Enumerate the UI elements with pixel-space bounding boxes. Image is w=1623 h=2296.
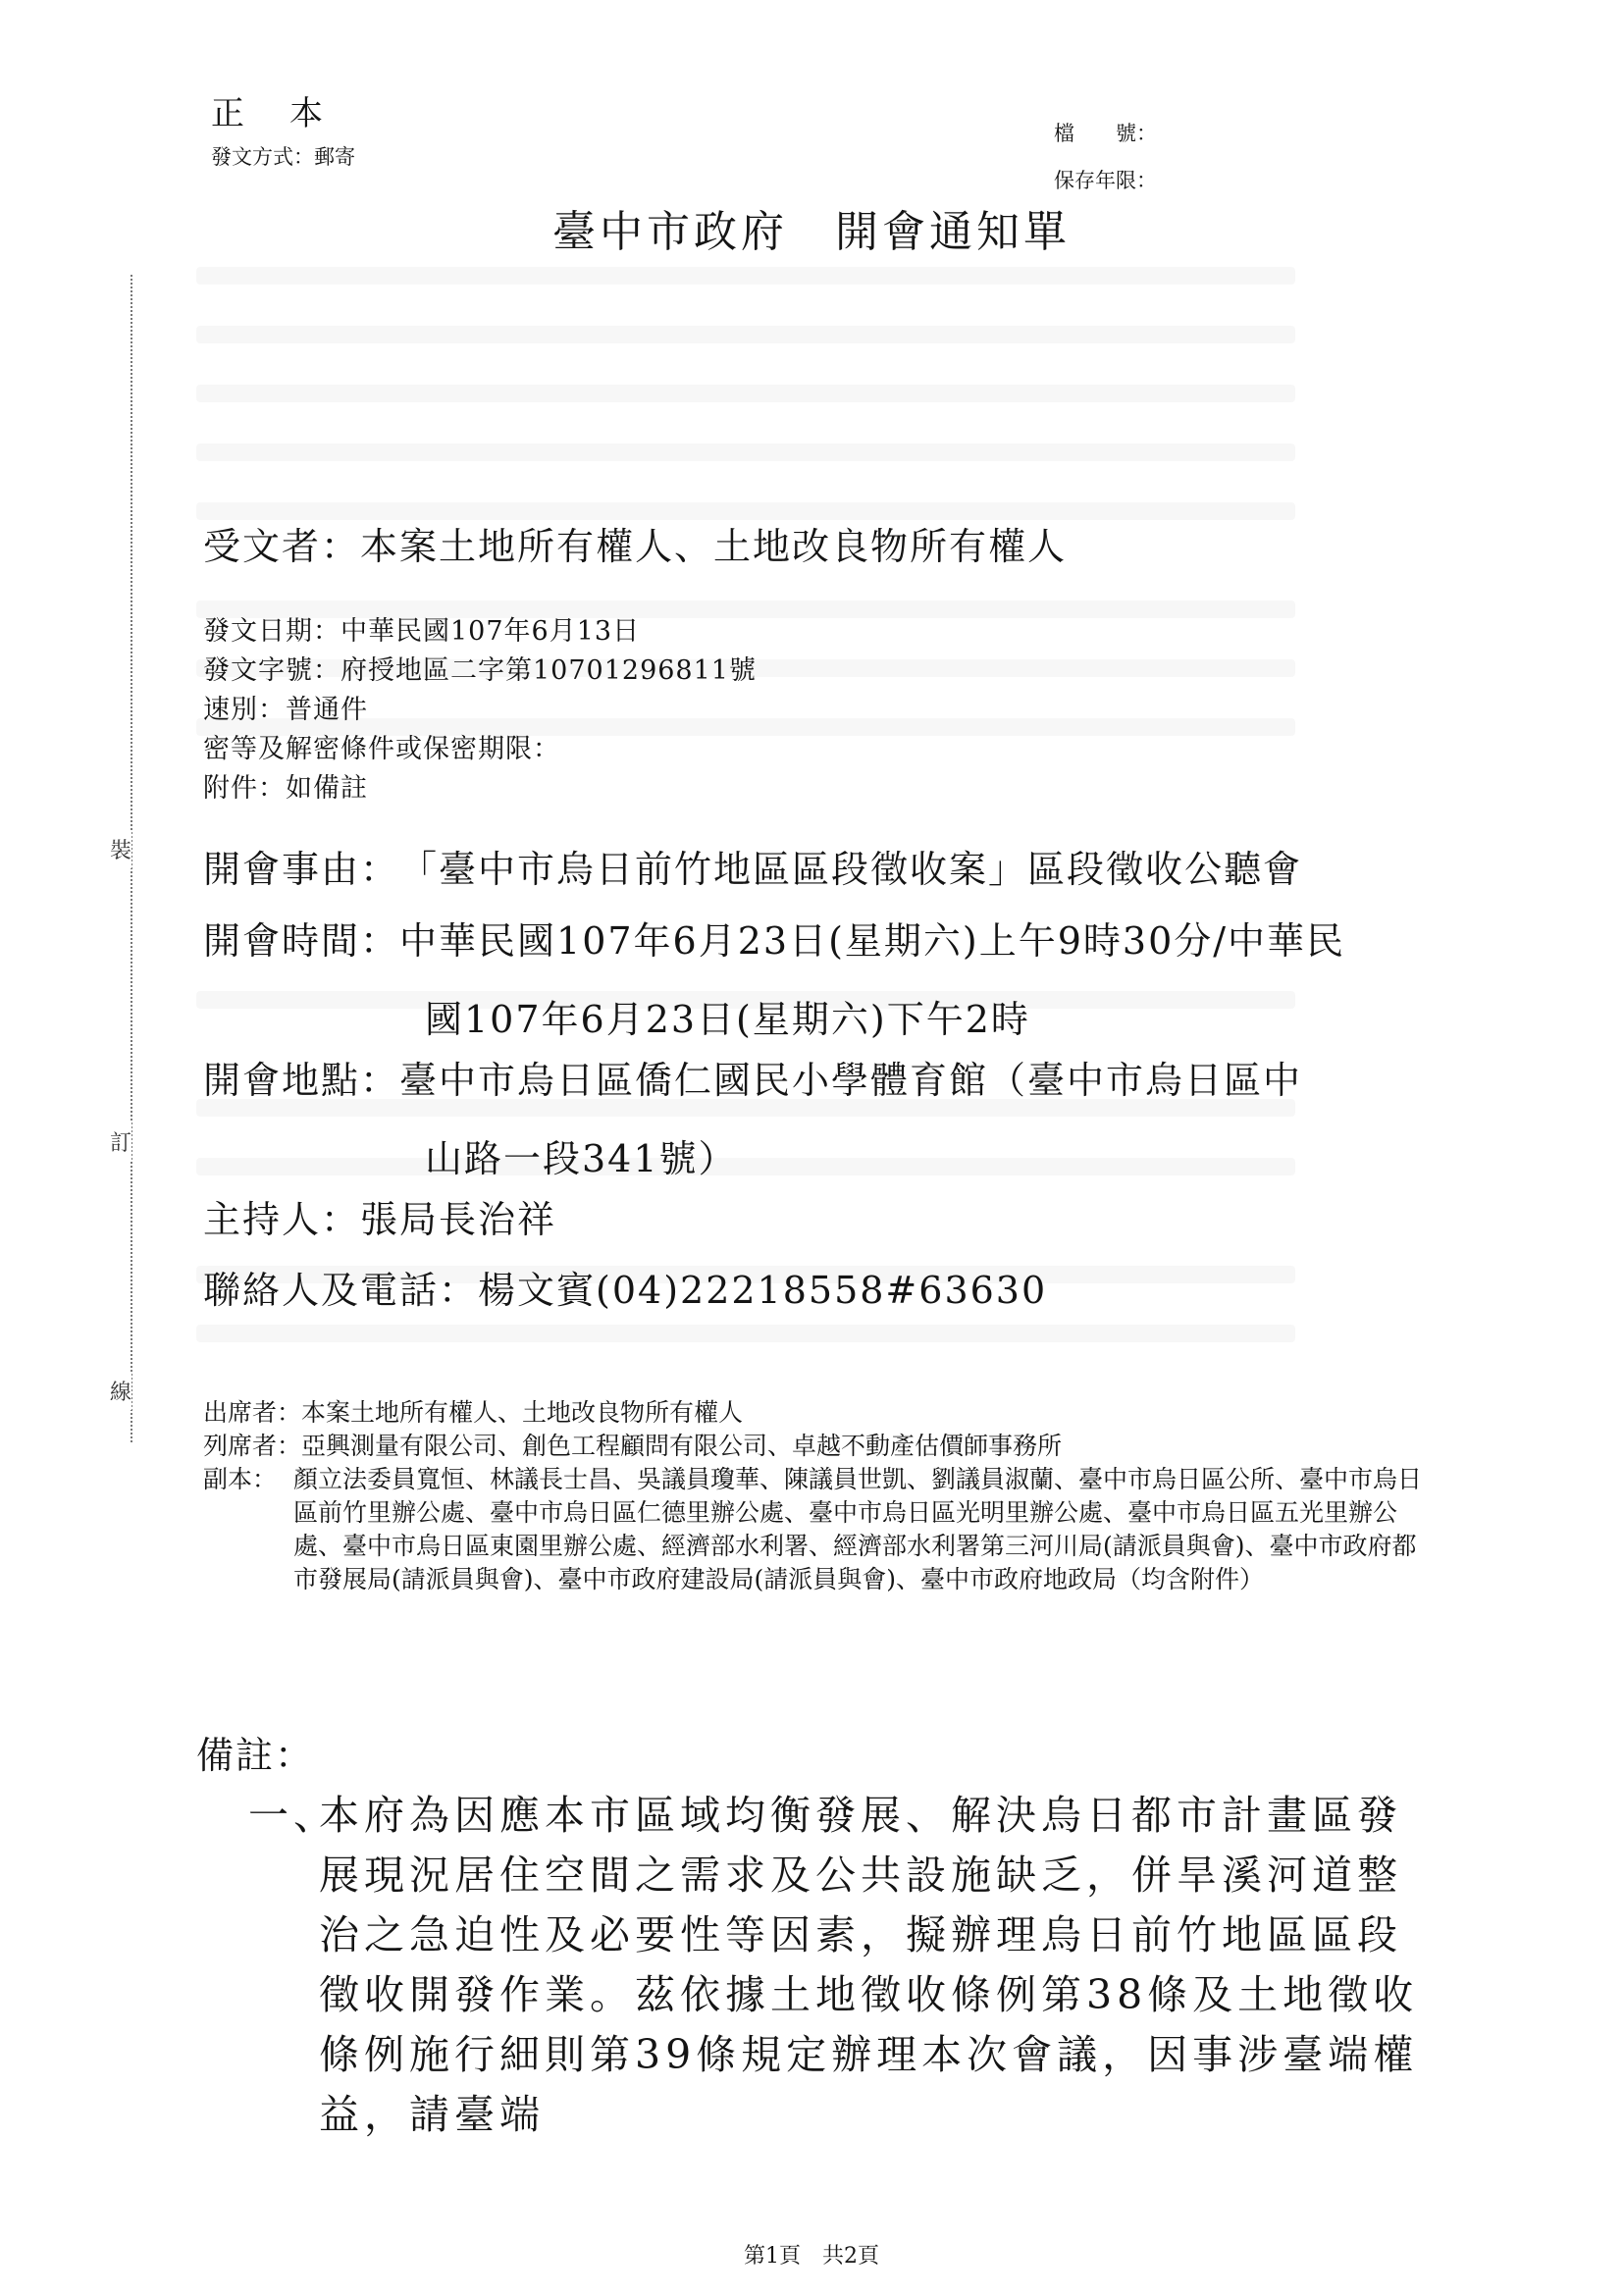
observers-label: 列席者： bbox=[203, 1432, 302, 1460]
attachments: 附件：如備註 bbox=[203, 773, 368, 804]
meeting-time bbox=[203, 911, 1345, 971]
recipient-line bbox=[203, 516, 1067, 570]
binding-mark-middle: 訂 bbox=[110, 1122, 131, 1161]
present-label: 出席者： bbox=[203, 1398, 302, 1427]
distribution-list bbox=[203, 1396, 1440, 1596]
meeting-host-label: 主持人： bbox=[203, 1198, 361, 1241]
binding-mark-bottom: 線 bbox=[110, 1372, 131, 1410]
retention-label: 保存年限： bbox=[1054, 169, 1157, 192]
observers-value: 亞興測量有限公司、創色工程顧問有限公司、卓越不動產估價師事務所 bbox=[301, 1432, 1063, 1460]
cc-value: 顏立法委員寬恒、林議長士昌、吳議員瓊華、陳議員世凱、劉議員淑蘭、臺中市烏日區公所、臺中市烏日區前竹里辦公處、臺中市烏日區仁德里辦公處、臺中市烏日區光明里辦公處、臺中市烏日區五光里辦公處、臺中市烏日區東園里辦公處、經濟部水利署、經濟部水利署第三河川局(請派員與會)、臺中市政府都市發展局(請派員與會)、臺中市政府建設局(請派員與會)、臺中市政府地政局（均含附件） bbox=[293, 1465, 1423, 1593]
document-type: 開會通知單 bbox=[835, 207, 1071, 257]
note-item bbox=[248, 1786, 1445, 2145]
secrecy-level: 密等及解密條件或保密期限： bbox=[203, 734, 560, 764]
cc-label: 副本： bbox=[203, 1465, 278, 1493]
recipient-label: 受文者： bbox=[203, 525, 361, 568]
meeting-reason bbox=[203, 839, 1302, 900]
page-number: 第1頁 共2頁 bbox=[744, 2244, 879, 2269]
delivery-method: 發文方式：郵寄 bbox=[211, 145, 355, 169]
document-number: 發文字號：府授地區二字第10701296811號 bbox=[203, 655, 757, 686]
agency-name: 臺中市政府 bbox=[552, 207, 788, 257]
meeting-place-label: 開會地點： bbox=[203, 1059, 400, 1102]
meeting-reason-label: 開會事由： bbox=[203, 848, 400, 891]
binding-mark-top: 裝 bbox=[110, 830, 131, 868]
issue-date: 發文日期：中華民國107年6月13日 bbox=[203, 616, 641, 647]
meeting-host bbox=[203, 1189, 556, 1250]
present-row bbox=[203, 1396, 1440, 1430]
copy-type: 正 本 bbox=[211, 94, 329, 133]
note-item-text: 本府為因應本市區域均衡發展、解決烏日都市計畫區發展現況居住空間之需求及公共設施缺乏，併旱溪河道整治之急迫性及必要性等因素，擬辦理烏日前竹地區區段徵收開發作業。茲依據土地徵收條例第38條及土地徵收條例施行細則第39條規定辦理本次會議，因事涉臺端權益，請臺端 bbox=[319, 1792, 1419, 2138]
meeting-host-value: 張局長治祥 bbox=[360, 1198, 557, 1241]
notes-label: 備註： bbox=[196, 1734, 315, 1777]
meeting-time-line1: 中華民國107年6月23日(星期六)上午9時30分/中華民 bbox=[399, 919, 1346, 963]
present-value: 本案土地所有權人、土地改良物所有權人 bbox=[301, 1398, 744, 1427]
file-number-label: 檔 號： bbox=[1054, 122, 1157, 145]
meeting-place-line1: 臺中市烏日區僑仁國民小學體育館（臺中市烏日區中 bbox=[399, 1059, 1303, 1102]
meeting-time-line2: 國107年6月23日(星期六)下午2時 bbox=[425, 998, 1030, 1041]
meeting-reason-value: 「臺中市烏日前竹地區區段徵收案」區段徵收公聽會 bbox=[399, 848, 1303, 891]
title-gap bbox=[788, 207, 835, 257]
observers-row bbox=[203, 1430, 1440, 1463]
recipient-value: 本案土地所有權人、土地改良物所有權人 bbox=[360, 525, 1068, 568]
cc-row bbox=[203, 1463, 1440, 1596]
meeting-place bbox=[203, 1050, 1302, 1111]
meeting-time-label: 開會時間： bbox=[203, 919, 400, 963]
note-item-number: 一、 bbox=[248, 1792, 339, 1839]
speed-category: 速別：普通件 bbox=[203, 695, 368, 725]
meeting-contact-value: 楊文賓(04)22218558#63630 bbox=[478, 1269, 1048, 1312]
meeting-contact bbox=[203, 1260, 1047, 1321]
meeting-contact-label: 聯絡人及電話： bbox=[203, 1269, 479, 1312]
document-title bbox=[0, 196, 1623, 259]
meeting-place-line2: 山路一段341號） bbox=[425, 1137, 738, 1180]
